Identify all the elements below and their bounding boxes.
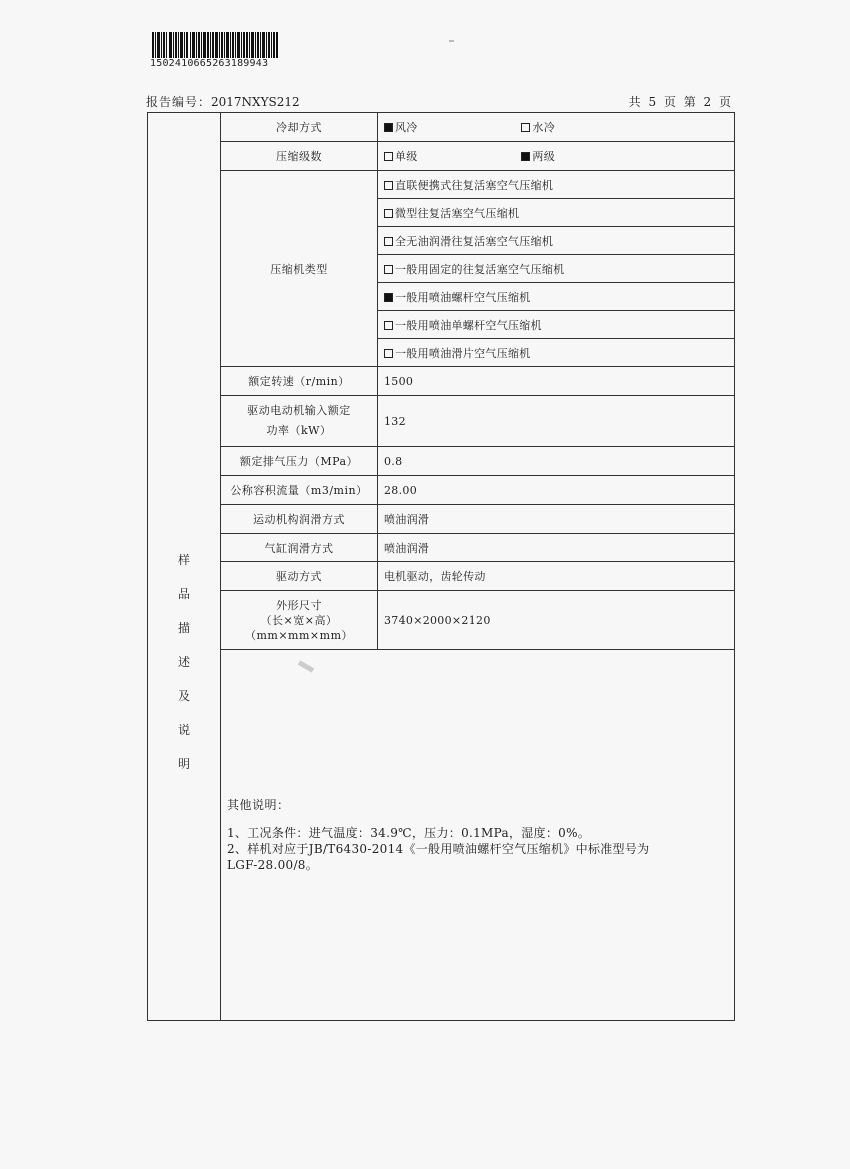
compressor-type-option-text: 全无油润滑往复活塞空气压缩机: [395, 234, 554, 248]
empty-square-icon: [384, 349, 393, 358]
drive-label: 驱动方式: [221, 562, 378, 591]
filled-square-icon: [384, 293, 393, 302]
notes-line: LGF-28.00/8。: [227, 858, 319, 872]
report-number-value: 2017NXYS212: [211, 95, 300, 109]
pressure-value: 0.8: [378, 447, 735, 476]
compressor-type-option-text: 微型往复活塞空气压缩机: [395, 206, 520, 220]
compressor-type-option-text: 一般用喷油螺杆空气压缩机: [395, 290, 531, 304]
power-label: [221, 396, 378, 447]
sample-description-table: [147, 112, 735, 1021]
scan-speck: [449, 40, 454, 42]
report-number: [146, 93, 300, 110]
power-value: 132: [378, 396, 735, 447]
filled-square-icon: [521, 152, 530, 161]
compressor-type-option-text: 直联便携式往复活塞空气压缩机: [395, 178, 554, 192]
cooling-value: [378, 113, 735, 142]
flow-label: 公称容积流量（m3/min）: [221, 476, 378, 505]
empty-square-icon: [384, 152, 393, 161]
dimensions-label: [221, 591, 378, 650]
cyl-lube-value: 喷油润滑: [378, 534, 735, 562]
barcode-icon: [152, 32, 278, 58]
dimensions-label-line2: （长×宽×高）: [260, 613, 338, 627]
compressor-type-option: [378, 339, 735, 367]
stages-opt2: 两级: [532, 150, 556, 163]
speed-label: 额定转速（r/min）: [221, 367, 378, 396]
compressor-type-option: [378, 199, 735, 227]
compressor-type-option: [378, 255, 735, 283]
compressor-type-option-text: 一般用喷油单螺杆空气压缩机: [395, 318, 542, 332]
pressure-label: 额定排气压力（MPa）: [221, 447, 378, 476]
empty-square-icon: [384, 321, 393, 330]
dimensions-label-line3: （mm×mm×mm）: [244, 628, 354, 642]
cooling-label: 冷却方式: [221, 113, 378, 142]
notes-line: 2、样机对应于JB/T6430-2014《一般用喷油螺杆空气压缩机》中标准型号为: [227, 842, 650, 856]
compressor-type-option: [378, 283, 735, 311]
cooling-opt2: 水冷: [532, 121, 556, 134]
compressor-type-option-text: 一般用固定的往复活塞空气压缩机: [395, 262, 565, 276]
drive-value: 电机驱动，齿轮传动: [378, 562, 735, 591]
filled-square-icon: [384, 123, 393, 132]
report-number-label: 报告编号：: [146, 95, 212, 109]
empty-square-icon: [384, 265, 393, 274]
compressor-type-option: [378, 227, 735, 255]
empty-square-icon: [384, 181, 393, 190]
empty-square-icon: [521, 123, 530, 132]
power-label-line1: 驱动电动机输入额定: [247, 404, 351, 417]
empty-square-icon: [384, 209, 393, 218]
side-label-cell: [148, 113, 221, 1021]
speed-value: 1500: [378, 367, 735, 396]
stages-opt1: 单级: [395, 150, 418, 163]
stages-label: 压缩级数: [221, 142, 378, 171]
compressor-type-option: [378, 311, 735, 339]
empty-square-icon: [384, 237, 393, 246]
cooling-opt1: 风冷: [395, 121, 418, 134]
stages-value: [378, 142, 735, 171]
dimensions-label-line1: 外形尺寸: [276, 598, 322, 612]
notes-line: 1、工况条件：进气温度：34.9℃，压力：0.1MPa，湿度：0%。: [227, 826, 591, 840]
power-label-line2: 功率（kW）: [266, 424, 332, 437]
barcode-number: 1502410665263189943: [150, 58, 269, 69]
flow-value: 28.00: [378, 476, 735, 505]
notes-cell: [221, 650, 735, 1021]
mech-lube-label: 运动机构润滑方式: [221, 505, 378, 534]
mech-lube-value: 喷油润滑: [378, 505, 735, 534]
side-label: 样品描述及说明: [177, 552, 190, 771]
page-info: 共 5 页 第 2 页: [628, 95, 733, 109]
compressor-type-option-text: 一般用喷油滑片空气压缩机: [395, 346, 531, 360]
cyl-lube-label: 气缸润滑方式: [221, 534, 378, 562]
compressor-type-option: [378, 171, 735, 199]
notes-title: 其他说明：: [227, 798, 290, 812]
compressor-type-label: 压缩机类型: [221, 171, 378, 367]
dimensions-value: 3740×2000×2120: [378, 591, 735, 650]
